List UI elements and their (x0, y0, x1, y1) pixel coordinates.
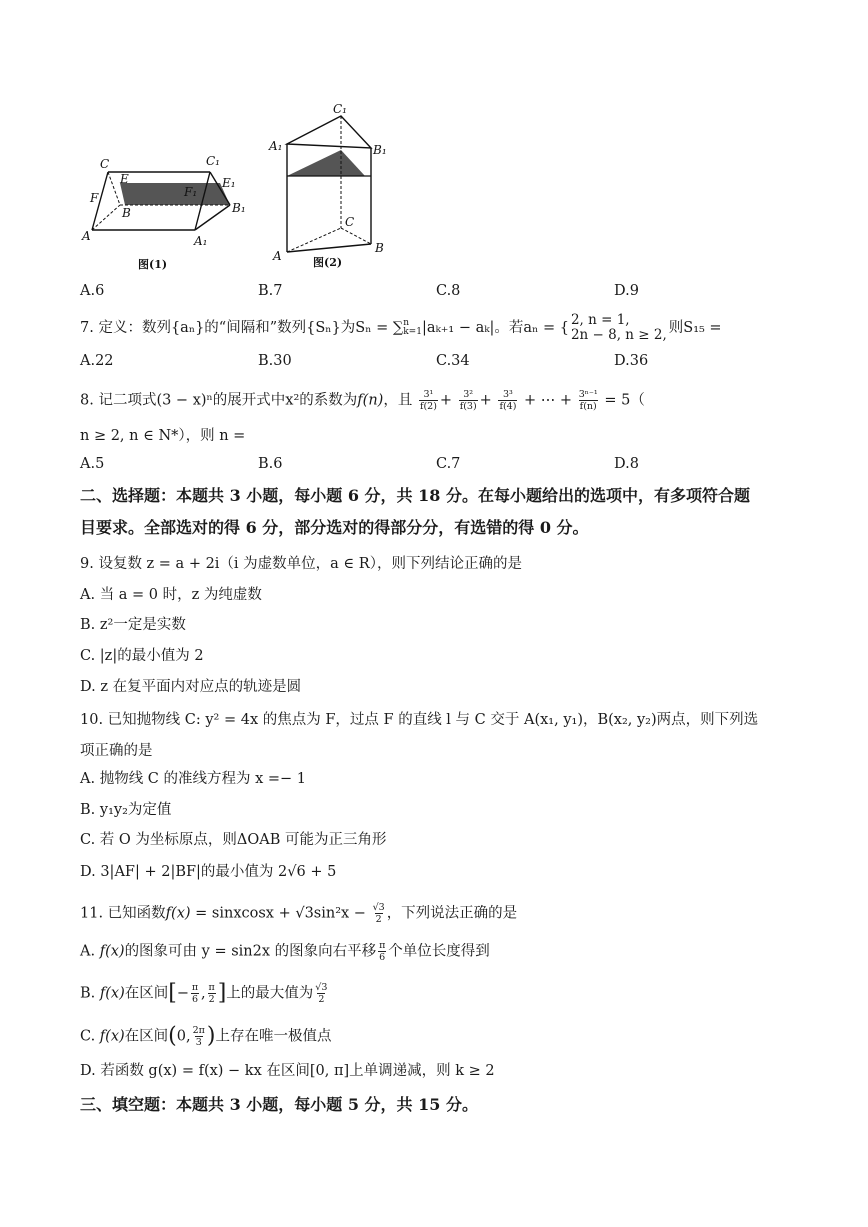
q6-option-c: C.8 (436, 283, 461, 299)
figure-2-caption: 图(2) (313, 256, 343, 269)
q6-option-d: D.9 (614, 283, 639, 299)
q8-line-2: n ≥ 2, n ∈ N*），则 n = (80, 428, 246, 444)
q11-b-mid: 在区间 (124, 985, 169, 1002)
q10-option-b: B. y₁y₂为定值 (80, 802, 172, 818)
q8-f2-num: 3² (463, 389, 474, 400)
q11-b-b-num: π (208, 982, 215, 993)
q11-option-c (80, 1025, 331, 1048)
q11-stem-mid: = sinxcosx + √3sin²x − (190, 905, 366, 922)
q8-f4-den: f(n) (579, 401, 597, 412)
q11-a-pre: A. (80, 943, 100, 960)
q11-stem-fraction (373, 902, 385, 925)
q8-fn: f(n) (357, 392, 384, 409)
q11-option-a (80, 940, 490, 963)
q11-stem-num: √3 (372, 902, 385, 913)
q10-option-d: D. 3|AF| + 2|BF|的最小值为 2√6 + 5 (80, 864, 337, 880)
q9-option-a: A. 当 a = 0 时，z 为纯虚数 (80, 587, 262, 603)
label-B1: B₁ (232, 201, 246, 215)
q11-a-fraction (378, 940, 386, 963)
label-C: C (345, 215, 355, 229)
q8-fraction-3 (498, 389, 517, 412)
label-B: B (375, 241, 384, 255)
label-C: C (100, 157, 110, 171)
q11-c-mid: 在区间 (124, 1028, 169, 1045)
q8-f1-num: 3¹ (423, 389, 434, 400)
q10-option-c: C. 若 O 为坐标原点，则ΔOAB 可能为正三角形 (80, 832, 387, 848)
label-A1: A₁ (194, 234, 208, 248)
section-2-heading-line-2: 目要求。全部选对的得 6 分，部分选对的得部分分，有选错的得 0 分。 (80, 518, 589, 537)
q11-c-num: 2π (192, 1025, 205, 1036)
q7-sum-sup: n (403, 318, 410, 328)
q8-f3-num: 3³ (503, 389, 513, 400)
q11-stem-tail: ，下列说法正确的是 (386, 905, 518, 922)
q11-b-tail: 上的最大值为 (226, 985, 314, 1002)
q10-option-a: A. 抛物线 C 的准线方程为 x =− 1 (80, 771, 307, 787)
section-3-heading: 三、填空题：本题共 3 小题，每小题 5 分，共 15 分。 (80, 1095, 478, 1114)
q9-option-d: D. z 在复平面内对应点的轨迹是圆 (80, 679, 302, 695)
q11-b-v-num: √3 (315, 982, 328, 993)
label-B: B (122, 206, 131, 220)
q11-b-comma: , (201, 985, 206, 1002)
q11-c-fx: f(x) (99, 1028, 125, 1045)
q8-option-a: A.5 (80, 456, 105, 472)
q8-f1-den: f(2) (419, 401, 437, 412)
label-F1: F₁ (184, 185, 198, 199)
figure-2 (265, 102, 395, 272)
q11-c-tail: 上存在唯一极值点 (215, 1028, 332, 1045)
q7-option-c: C.34 (436, 353, 470, 369)
q11-stem (80, 902, 517, 925)
q7-sum-sub: k=1 (403, 327, 422, 337)
q8-option-b: B.6 (258, 456, 283, 472)
question-8: 8. 记二项式(3 − x)ⁿ的展开式中x²的系数为f(n)，且 $\frac{\text{3¹}}{f(2)}$ + $\frac{\text{3²}}{f(3)}$ + $\frac{\text{3³}}{f(4)}$ + ⋯ + $\frac{\text{3ⁿ⁻¹}}{f(n)}$ = 5（ (80, 389, 645, 412)
q11-b-v-den: 2 (318, 994, 325, 1005)
label-E1: E₁ (222, 176, 236, 190)
label-A1: A₁ (269, 139, 283, 153)
q8-tail: = 5（ (604, 392, 645, 409)
prism-figure-1 (80, 150, 250, 275)
q11-a-num: π (379, 940, 386, 951)
q9-option-c: C. |z|的最小值为 2 (80, 648, 204, 664)
q11-b-frac-b (208, 982, 216, 1005)
q8-fraction-4 (579, 389, 598, 412)
q6-option-a: A.6 (80, 283, 105, 299)
section-2-heading-line-1: 二、选择题：本题共 3 小题，每小题 6 分，共 18 分。在每小题给出的选项中，有多项符合题 (80, 486, 750, 505)
label-F: F (90, 191, 99, 205)
q8-f2-den: f(3) (459, 401, 477, 412)
q7-piece-2: 2n − 8, n ≥ 2, (570, 327, 667, 343)
q6-option-b: B.7 (258, 283, 283, 299)
q11-b-minus: − (176, 985, 189, 1002)
q11-stem-den: 2 (375, 914, 382, 925)
q7-option-a: A.22 (80, 353, 114, 369)
q9-option-b: B. z²一定是实数 (80, 617, 186, 633)
q9-stem: 9. 设复数 z = a + 2i（i 为虚数单位，a ∈ R），则下列结论正确的是 (80, 556, 522, 572)
q11-b-left-bracket: [ (168, 980, 177, 1006)
q11-b-value-frac (315, 982, 327, 1005)
q11-a-fx: f(x) (99, 943, 125, 960)
q7-prefix: 7. 定义：数列{aₙ}的“间隔和”数列{Sₙ}为Sₙ = ∑ (80, 320, 404, 336)
q7-option-b: B.30 (258, 353, 292, 369)
q11-c-den: 3 (195, 1037, 202, 1048)
q7-suffix: 则S₁₅ = (668, 320, 722, 336)
q11-stem-pre: 11. 已知函数 (80, 905, 166, 922)
q8-fraction-1 (419, 389, 438, 412)
label-A: A (82, 229, 91, 243)
q8-fraction-2 (459, 389, 478, 412)
q11-b-pre: B. (80, 985, 100, 1002)
q11-c-pre: C. (80, 1028, 100, 1045)
question-7 (80, 313, 722, 343)
label-B1: B₁ (373, 143, 387, 157)
q8-dots: + ⋯ + (524, 392, 573, 409)
q11-b-right-bracket: ] (217, 980, 227, 1006)
figure-1 (80, 150, 250, 275)
q11-a-tail: 个单位长度得到 (388, 943, 490, 960)
label-A: A (273, 249, 282, 263)
figure-1-caption: 图(1) (138, 258, 168, 271)
q11-stem-fx: f(x) (165, 905, 191, 922)
q11-a-den: 6 (379, 952, 386, 963)
q10-stem-line-1: 10. 已知抛物线 C: y² = 4x 的焦点为 F，过点 F 的直线 l 与 C 交于 A(x₁, y₁)，B(x₂, y₂)两点，则下列选 (80, 712, 759, 728)
q8-option-d: D.8 (614, 456, 639, 472)
q11-a-mid: 的图象可由 y = sin2x 的图象向右平移 (124, 943, 377, 960)
label-C1: C₁ (333, 102, 347, 116)
q8-f3-den: f(4) (499, 401, 517, 412)
q11-b-fx: f(x) (99, 985, 125, 1002)
q7-option-d: D.36 (614, 353, 649, 369)
q8-f4-num: 3ⁿ⁻¹ (578, 389, 598, 400)
q11-c-zero: 0, (176, 1028, 191, 1045)
label-C1: C₁ (206, 154, 220, 168)
q8-option-c: C.7 (436, 456, 461, 472)
q11-b-b-den: 2 (208, 994, 215, 1005)
q10-stem-line-2: 项正确的是 (80, 743, 153, 759)
prism-figure-2 (265, 102, 395, 272)
q7-middle: |aₖ₊₁ − aₖ|。若aₙ = { (421, 320, 569, 336)
q8-prefix: 8. 记二项式(3 − x)ⁿ的展开式中x²的系数为 (80, 392, 358, 409)
q11-b-a-num: π (191, 982, 199, 993)
q11-c-fraction (193, 1025, 205, 1048)
q11-b-a-den: 6 (191, 994, 199, 1005)
q11-b-frac-a (191, 982, 199, 1005)
q11-c-left-paren: ( (168, 1023, 177, 1049)
label-E: E (120, 172, 129, 186)
q11-c-right-paren: ) (206, 1023, 216, 1049)
q11-option-d: D. 若函数 g(x) = f(x) − kx 在区间[0, π]上单调递减，则 k ≥ 2 (80, 1063, 495, 1079)
q7-piecewise (571, 313, 667, 343)
q11-option-b (80, 982, 329, 1005)
q7-piece-1: 2, n = 1, (570, 312, 630, 328)
q8-mid: ，且 (383, 392, 413, 409)
